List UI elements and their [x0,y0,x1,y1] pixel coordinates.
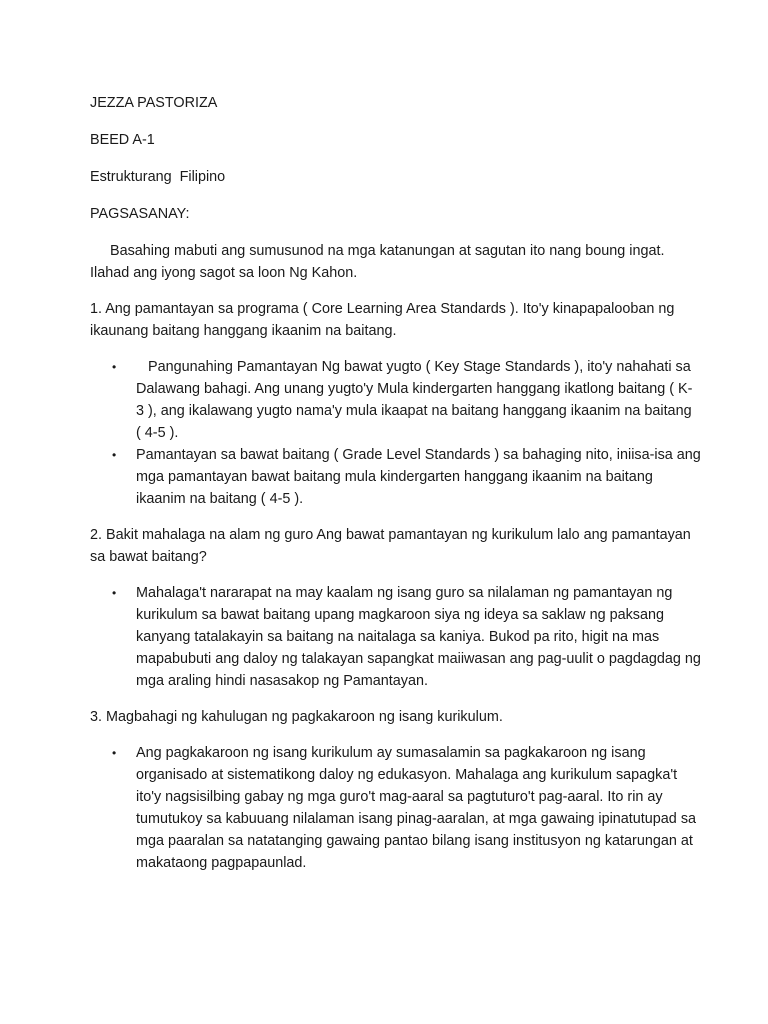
answer-line: Ang pagkakaroon ng isang kurikulum ay sumasalamin sa pagkakaroon ng isang [136,745,646,761]
answer-line: mga paaralan sa natatanging gawaing pantao bilang isang institusyon ng katarungan at [136,833,693,849]
question-1 [90,298,680,342]
bullet-icon: • [112,448,117,462]
answer-line: 3 ), ang ikalawang yugto nama'y mula ikaapat na baitang hanggang ikaanim na baitang [136,403,692,419]
question-line: 2. Bakit mahalaga na alam ng guro Ang bawat pamantayan ng kurikulum lalo ang pamantayan [90,527,691,543]
answer-list [90,742,697,874]
answer-item [90,356,693,444]
question-2 [90,524,691,568]
answer-line: Mahalaga't nararapat na may kaalam ng isang guro sa nilalaman ng pamantayan ng [136,585,673,601]
answer-line: Pangunahing Pamantayan Ng bawat yugto ( Key Stage Standards ), ito'y nahahati sa [136,359,691,375]
answer-line: Dalawang bahagi. Ang unang yugto'y Mula kindergarten hanggang ikatlong baitang ( K- [136,381,693,397]
answer-line: mapabubuti ang daloy ng talakayan sapangkat maiiwasan ang pag-uulit o pagdagdag ng [136,651,701,667]
bullet-icon: • [112,586,117,600]
answer-line: Pamantayan sa bawat baitang ( Grade Level Standards ) sa bahaging nito, iniisa-isa ang [136,447,701,463]
answer-item [90,582,701,692]
answer-line: ikaanim na baitang ( 4-5 ). [136,491,304,507]
answer-line: mga pamantayan bawat baitang mula kindergarten hanggang ikaanim na baitang [136,469,653,485]
answer-list [90,356,701,510]
answer-list [90,582,701,692]
instruction-line: Ilahad ang iyong sagot sa loon Ng Kahon. [90,265,358,281]
answer-line: organisado at sistematikong daloy ng edukasyon. Mahalaga ang kurikulum sapagka't [136,767,678,783]
question-line: 1. Ang pamantayan sa programa ( Core Learning Area Standards ). Ito'y kinapapalooban ng [90,301,675,317]
activity-title: PAGSASANAY: [90,206,190,222]
question-line: ikaunang baitang hanggang ikaanim na baitang. [90,323,397,339]
answer-line: ito'y nagsisilbing gabay ng mga guro't mag-aaral sa pagtuturo't pag-aaral. Ito rin ay [136,789,663,805]
student-name: JEZZA PASTORIZA [90,95,218,111]
answer-line: mga araling hindi nasasakop ng Pamantayan. [136,673,429,689]
bullet-icon: • [112,746,117,760]
answer-line: makataong pagpapaunlad. [136,855,307,871]
answer-item [90,742,697,874]
instruction-line: Basahing mabuti ang sumusunod na mga katanungan at sagutan ito nang boung ingat. [110,243,665,259]
answer-item [90,444,701,510]
answer-line: tumutukoy sa kabuuang nilalaman isang pinag-aaralan, at mga gawaing ipinatutupad sa [136,811,697,827]
instructions [90,240,680,284]
subject-title: Estrukturang Filipino [90,169,226,185]
answer-line: kurikulum sa bawat baitang upang magkaroon siya ng ideya sa saklaw ng paksang [136,607,664,623]
questions-section [90,298,701,874]
answer-line: ( 4-5 ). [136,425,179,441]
question-line: 3. Magbahagi ng kahulugan ng pagkakaroon ng isang kurikulum. [90,709,503,725]
student-section: BEED A-1 [90,132,155,148]
answer-line: kanyang tatalakayin sa baitang na naitalaga sa kaniya. Bukod pa rito, higit na mas [136,629,660,645]
question-3 [90,706,680,728]
question-line: sa bawat baitang? [90,549,207,565]
bullet-icon: • [112,360,117,374]
document-page [90,92,701,888]
